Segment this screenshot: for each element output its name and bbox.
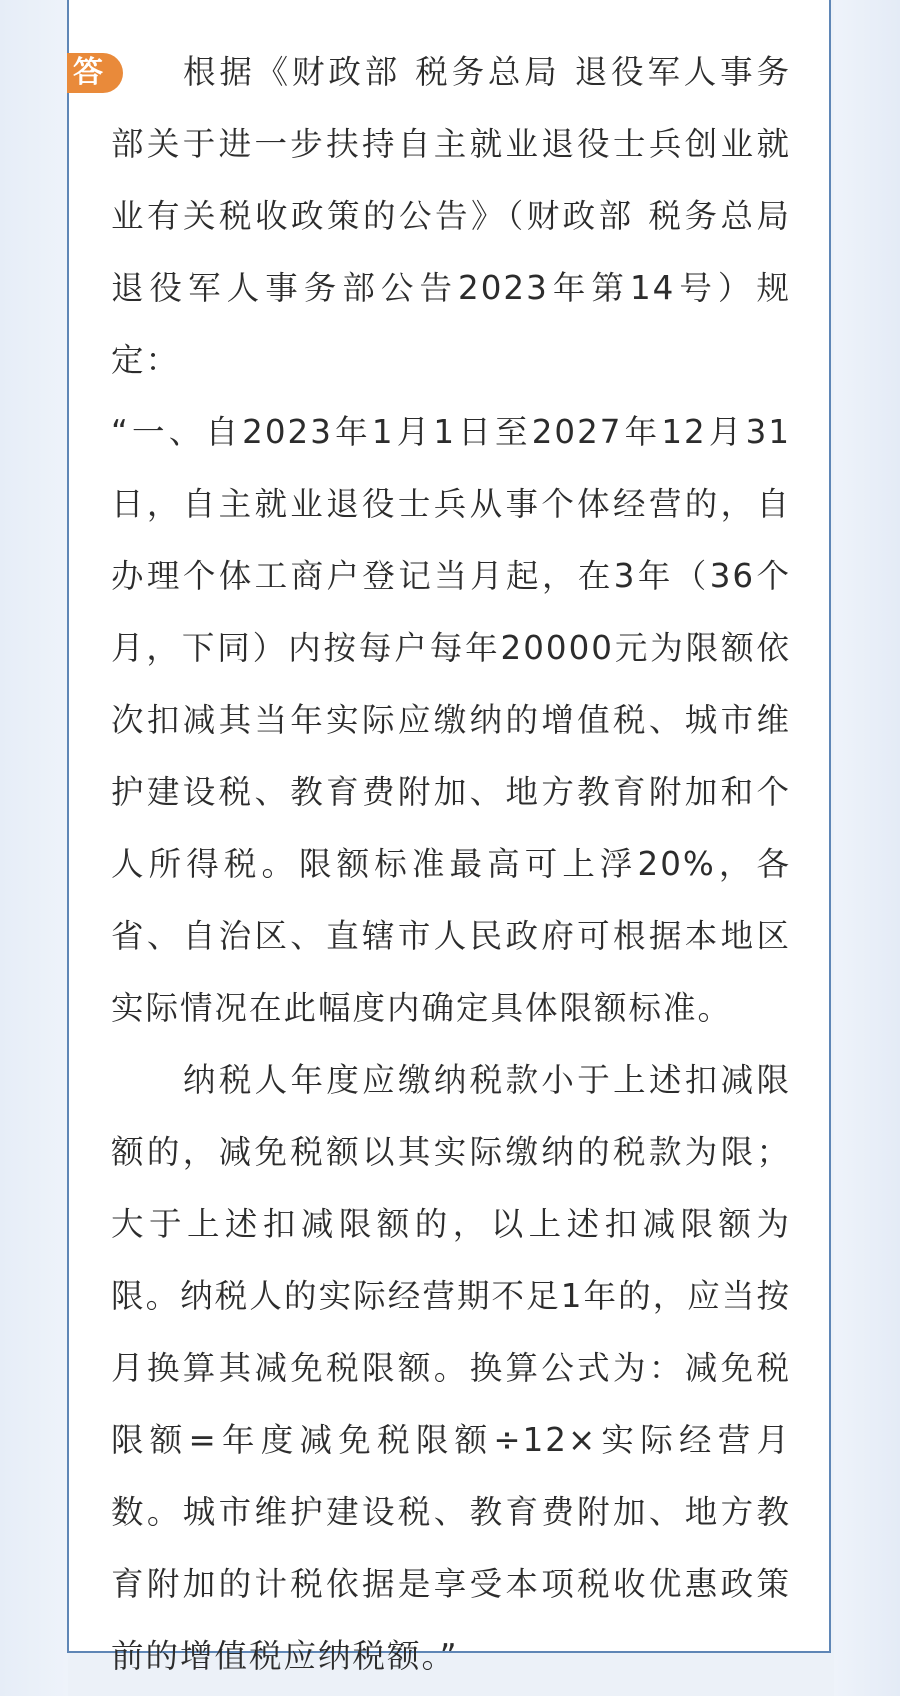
answer-paragraph-2: “一、自2023年1月1日至2027年12月31日，自主就业退役士兵从事个体经营的，自办理个体工商户登记当月起，在3年（36个月，下同）内按每户每年20000元为限额依次扣减其当年实际应缴纳的增值税、城市维护建设税、教育费附加、地方教育附加和个人所得税。限额标准最高可上浮20%，各省、自治区、直辖市人民政府可根据本地区实际情况在此幅度内确定具体限额标准。 (111, 413, 791, 1027)
page-background-left (0, 0, 68, 1696)
answer-paragraph-3: 纳税人年度应缴纳税款小于上述扣减限额的，减免税额以其实际缴纳的税款为限；大于上述扣减限额的，以上述扣减限额为限。纳税人的实际经营期不足1年的，应当按月换算其减免税限额。换算公式为：减免税限额=年度减免税限额÷12×实际经营月数。城市维护建设税、教育费附加、地方教育附加的计税依据是享受本项税收优惠政策前的增值税应纳税额。” (111, 1061, 791, 1675)
answer-text (111, 36, 791, 1692)
answer-paragraph-1: 根据《财政部 税务总局 退役军人事务部关于进一步扶持自主就业退役士兵创业就业有关税收政策的公告》（财政部 税务总局 退役军人事务部公告2023年第14号）规定： (111, 53, 791, 379)
page-background-right (834, 0, 900, 1696)
answer-badge: 答 (67, 53, 123, 93)
